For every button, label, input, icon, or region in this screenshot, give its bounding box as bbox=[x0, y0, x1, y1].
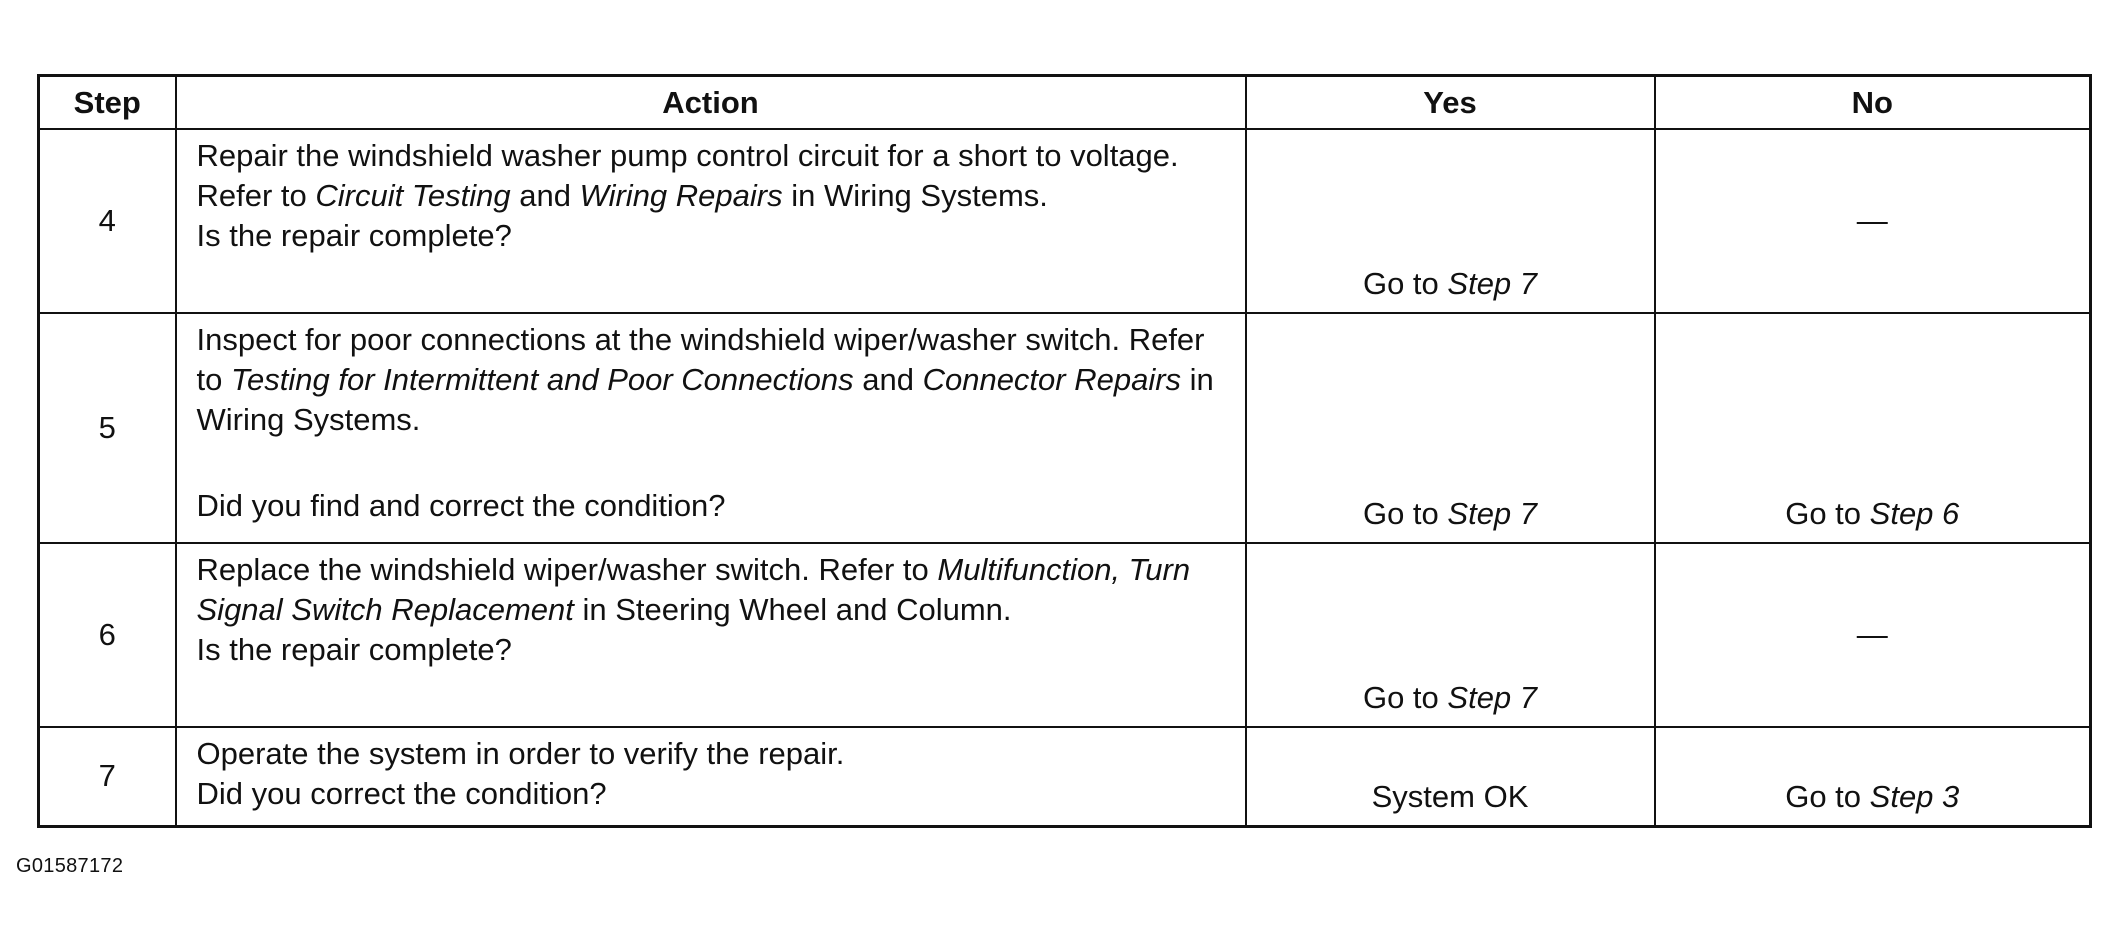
header-step: Step bbox=[39, 76, 176, 130]
action-instruction: Replace the windshield wiper/washer switch. Refer to Multifunction, Turn Signal Switch Replacement in Steering Wheel and Column. bbox=[196, 552, 1191, 627]
action-question: Is the repair complete? bbox=[196, 218, 512, 253]
action-cell bbox=[176, 543, 1246, 727]
yes-answer: Go to Step 7 bbox=[1246, 313, 1655, 543]
table-row bbox=[39, 727, 2091, 826]
action-cell bbox=[176, 129, 1246, 313]
action-cell bbox=[176, 313, 1246, 543]
yes-answer: System OK bbox=[1246, 727, 1655, 826]
header-no: No bbox=[1655, 76, 2091, 130]
step-number: 5 bbox=[39, 313, 176, 543]
figure-id: G01587172 bbox=[16, 855, 124, 877]
action-question: Did you find and correct the condition? bbox=[196, 488, 726, 523]
table-row bbox=[39, 543, 2091, 727]
yes-answer: Go to Step 7 bbox=[1246, 543, 1655, 727]
no-answer: Go to Step 6 bbox=[1655, 313, 2091, 543]
action-question: Is the repair complete? bbox=[196, 632, 512, 667]
action-instruction: Inspect for poor connections at the windshield wiper/washer switch. Refer to Testing for Intermittent and Poor Connections and Connector Repairs in Wiring Systems. bbox=[196, 322, 1214, 437]
no-answer: — bbox=[1655, 129, 2091, 313]
table-row bbox=[39, 313, 2091, 543]
action-cell bbox=[176, 727, 1246, 826]
action-instruction: Operate the system in order to verify the repair. bbox=[196, 736, 845, 771]
no-answer: — bbox=[1655, 543, 2091, 727]
step-number: 6 bbox=[39, 543, 176, 727]
no-answer: Go to Step 3 bbox=[1655, 727, 2091, 826]
action-instruction: Repair the windshield washer pump control circuit for a short to voltage. Refer to Circuit Testing and Wiring Repairs in Wiring Systems. bbox=[196, 138, 1179, 213]
yes-answer: Go to Step 7 bbox=[1246, 129, 1655, 313]
action-question: Did you correct the condition? bbox=[196, 776, 607, 811]
step-number: 7 bbox=[39, 727, 176, 826]
header-yes: Yes bbox=[1246, 76, 1655, 130]
step-number: 4 bbox=[39, 129, 176, 313]
table-row bbox=[39, 129, 2091, 313]
header-row bbox=[39, 76, 2091, 130]
header-action: Action bbox=[176, 76, 1246, 130]
diagnostic-table bbox=[37, 74, 2092, 828]
